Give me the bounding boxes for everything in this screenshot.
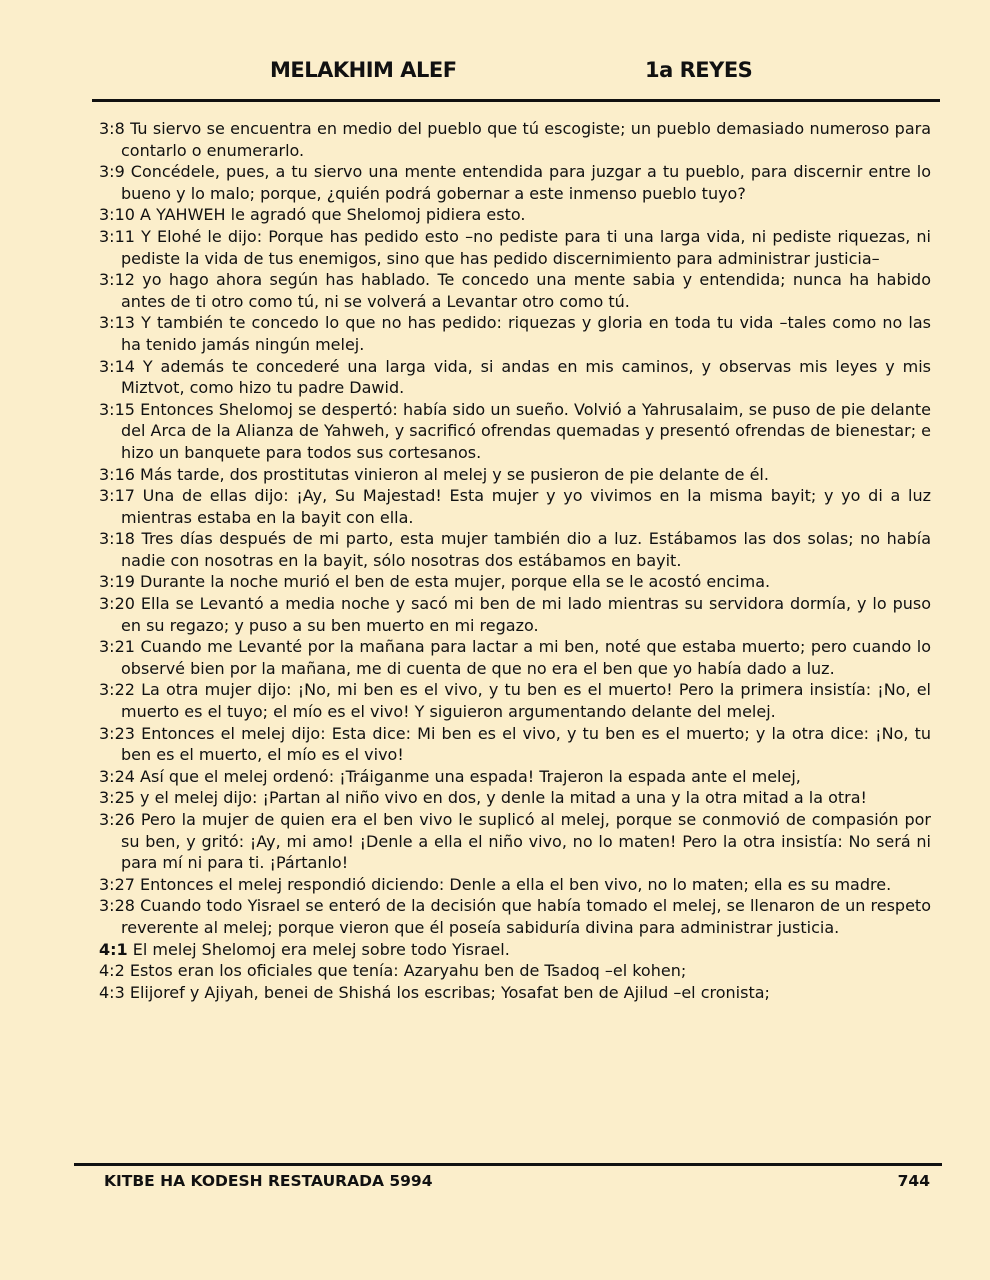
verse [99, 593, 931, 636]
verse [99, 766, 931, 788]
header-book-title-spanish: 1a REYES [645, 58, 753, 82]
verse-ref: 4:3 [99, 982, 125, 1002]
verse [99, 895, 931, 938]
verse-text: Concédele, pues, a tu siervo una mente entendida para juzgar a tu pueblo, para discernir entre lo bueno y lo malo; porque, ¿quién podrá gobernar a este inmenso pueblo tuyo? [121, 162, 931, 203]
verse [99, 161, 931, 204]
verse-text: Entonces el melej dijo: Esta dice: Mi ben es el vivo, y tu ben es el muerto; y la otra dice: ¡No, tu ben es el muerto, el mío es el vivo! [121, 723, 931, 765]
page-number: 744 [897, 1172, 930, 1190]
verse-ref: 3:23 [99, 723, 135, 743]
verse-ref: 3:18 [99, 529, 135, 549]
verse [99, 723, 931, 766]
verse-ref: 3:8 [99, 119, 125, 138]
verse-text: Y también te concedo lo que no has pedido: riquezas y gloria en toda tu vida –tales como no las ha tenido jamás ningún melej. [121, 313, 931, 354]
verse [99, 356, 931, 399]
verse-text: Pero la mujer de quien era el ben vivo le suplicó al melej, porque se conmovió de compasión por su ben, y gritó: ¡Ay, mi amo! ¡Denle a ella el niño vivo, no lo maten! Pero la otra insistía: No será ni para mí ni para ti. ¡Pártanlo! [121, 810, 931, 873]
verse [99, 679, 931, 722]
verse [99, 312, 931, 355]
verse-ref: 4:2 [99, 961, 125, 981]
verse-ref: 3:24 [99, 766, 135, 786]
verse-text: La otra mujer dijo: ¡No, mi ben es el vivo, y tu ben es el muerto! Pero la primera insistía: ¡No, el muerto es el tuyo; el mío es el vivo! Y siguieron argumentando delante del melej. [121, 680, 932, 722]
verse-list [99, 118, 931, 1003]
verse-text: Estos eran los oficiales que tenía: Azaryahu ben de Tsadoq –el kohen; [129, 961, 687, 981]
page-header [0, 58, 990, 92]
verse [99, 399, 931, 464]
verse-ref: 3:9 [99, 162, 125, 182]
header-rule [92, 99, 940, 102]
verse-ref: 3:19 [99, 572, 135, 592]
verse-text: Entonces Shelomoj se despertó: había sido un sueño. Volvió a Yahrusalaim, se puso de pie delante del Arca de la Alianza de Yahweh, y sacrificó ofrendas quemadas y presentó ofrendas de bienestar; e hizo un banquete para todos sus cortesanos. [121, 399, 932, 462]
verse-ref: 3:28 [99, 896, 135, 916]
verse-ref: 3:13 [99, 313, 135, 333]
verse [99, 571, 931, 593]
verse [99, 960, 931, 982]
verse-text: Tres días después de mi parto, esta mujer también dio a luz. Estábamos las dos solas; no había nadie con nosotras en la bayit, sólo nosotras dos estábamos en bayit. [121, 529, 932, 570]
verse-text: Entonces el melej respondió diciendo: Denle a ella el ben vivo, no lo maten; ella es su madre. [140, 874, 892, 894]
verse-ref: 3:25 [99, 788, 135, 808]
verse-ref: 3:21 [99, 637, 135, 657]
verse [99, 939, 931, 961]
verse-ref: 3:27 [99, 874, 135, 894]
verse-ref: 3:22 [99, 680, 135, 700]
verse-ref: 3:11 [99, 226, 135, 246]
verse [99, 528, 931, 571]
verse-text: Ella se Levantó a media noche y sacó mi ben de mi lado mientras su servidora dormía, y lo puso en su regazo; y puso a su ben muerto en mi regazo. [121, 594, 931, 635]
verse-text: Cuando todo Yisrael se enteró de la decisión que había tomado el melej, se llenaron de un respeto reverente al melej; porque vieron que él poseía sabiduría divina para administrar justicia. [121, 896, 931, 937]
verse-text: El melej Shelomoj era melej sobre todo Yisrael. [132, 939, 510, 959]
verse [99, 636, 931, 679]
verse-text: Tu siervo se encuentra en medio del pueblo que tú escogiste; un pueblo demasiado numeroso para contarlo o enumerarlo. [121, 119, 932, 160]
verse-text: Una de ellas dijo: ¡Ay, Su Majestad! Esta mujer y yo vivimos en la misma bayit; y yo di a luz mientras estaba en la bayit con ella. [121, 486, 931, 527]
verse [99, 204, 931, 226]
verse [99, 809, 931, 874]
header-book-title: MELAKHIM ALEF [270, 58, 457, 82]
footer-rule [74, 1163, 942, 1166]
verse [99, 485, 931, 528]
verse-ref: 3:15 [99, 399, 135, 419]
verse-text: Más tarde, dos prostitutas vinieron al melej y se pusieron de pie delante de él. [140, 464, 769, 484]
verse-text: yo hago ahora según has hablado. Te concedo una mente sabia y entendida; nunca ha habido antes de ti otro como tú, ni se volverá a Levantar otro como tú. [121, 270, 931, 311]
verse-text: Elijoref y Ajiyah, benei de Shishá los escribas; Yosafat ben de Ajilud –el cronista; [129, 982, 770, 1002]
verse-ref: 3:16 [99, 464, 135, 484]
verse-ref: 3:17 [99, 486, 135, 506]
footer-book-name: KITBE HA KODESH RESTAURADA 5994 [104, 1172, 433, 1190]
verse-ref: 3:26 [99, 810, 135, 829]
verse-ref: 4:1 [99, 939, 128, 959]
verse-ref: 3:20 [99, 594, 135, 614]
verse-ref: 3:12 [99, 270, 135, 290]
verse [99, 118, 931, 161]
verse-text: A YAHWEH le agradó que Shelomoj pidiera esto. [140, 205, 526, 225]
verse-text: Así que el melej ordenó: ¡Tráiganme una espada! Trajeron la espada ante el melej, [140, 766, 801, 786]
verse [99, 464, 931, 486]
verse [99, 226, 931, 269]
verse-text: Y además te concederé una larga vida, si andas en mis caminos, y observas mis leyes y mis Miztvot, como hizo tu padre Dawid. [121, 356, 932, 398]
verse [99, 874, 931, 896]
verse-ref: 3:10 [99, 205, 135, 225]
verse [99, 787, 931, 809]
verse-text: Y Elohé le dijo: Porque has pedido esto –no pediste para ti una larga vida, ni pediste riquezas, ni pediste la vida de tus enemigos, sino que has pedido discernimiento para administrar justicia– [121, 226, 932, 268]
verse-text: Cuando me Levanté por la mañana para lactar a mi ben, noté que estaba muerto; pero cuando lo observé bien por la mañana, me di cuenta de que no era el ben que yo había dado a luz. [121, 637, 931, 678]
verse [99, 269, 931, 312]
verse-text: y el melej dijo: ¡Partan al niño vivo en dos, y denle la mitad a una y la otra mitad a la otra! [140, 788, 867, 808]
verse-ref: 3:14 [99, 356, 135, 376]
verse [99, 982, 931, 1004]
verse-text: Durante la noche murió el ben de esta mujer, porque ella se le acostó encima. [140, 572, 771, 592]
